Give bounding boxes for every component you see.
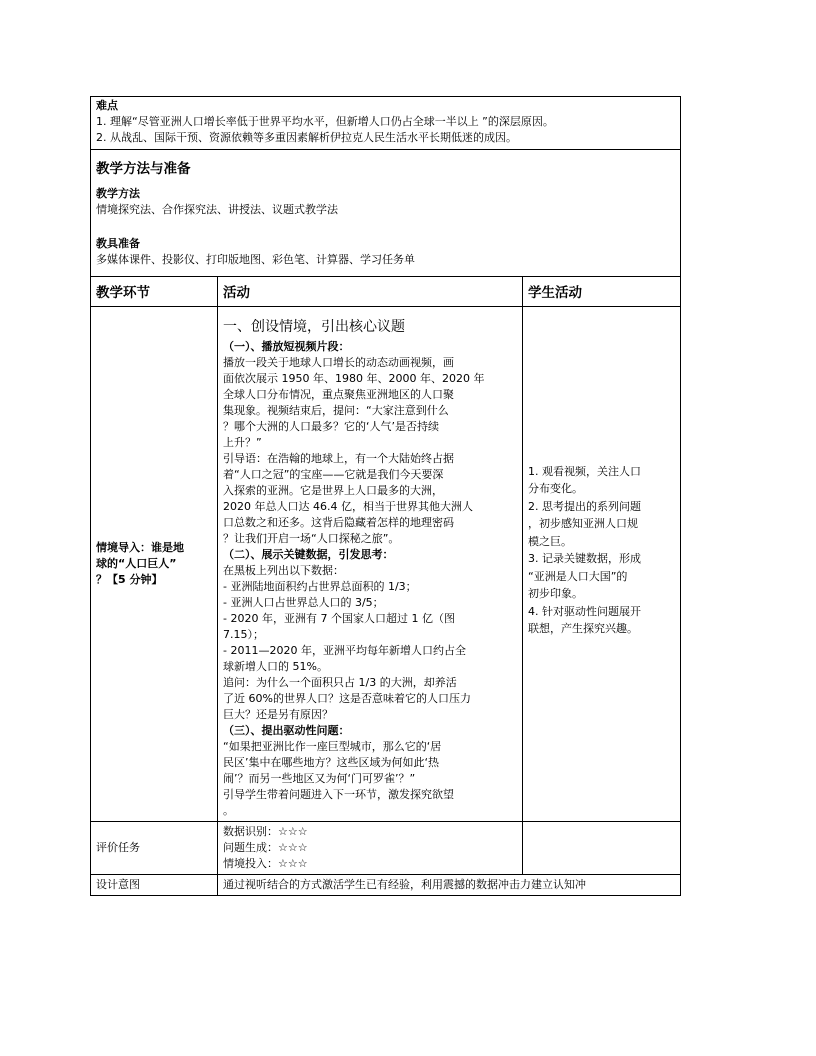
lesson-plan-page <box>90 96 680 896</box>
activity-line: 上升？” <box>223 436 262 449</box>
activity-line: - 2020 年，亚洲有 7 个国家人口超过 1 亿（图 <box>223 612 455 625</box>
activity-subheading: （三）、提出驱动性问题： <box>223 724 350 737</box>
stage-name-line: ？【5 分钟】 <box>96 573 163 586</box>
header-student: 学生活动 <box>523 277 681 307</box>
activity-line: - 亚洲人口占世界总人口的 3/5； <box>223 596 384 609</box>
evaluation-cell <box>218 822 523 875</box>
activity-line: 了近 60%的世界人口？这是否意味着它的人口压力 <box>223 692 471 705</box>
difficulty-item: 1. 理解“尽管亚洲人口增长率低于世界平均水平，但新增人口仍占全球一半以上 ”的深层原因。 <box>96 115 554 128</box>
stage-name-cell <box>91 307 218 822</box>
activity-line: 全球人口分布情况，重点聚焦亚洲地区的人口聚 <box>223 388 454 401</box>
activity-line: 7.15）； <box>223 628 264 641</box>
design-label: 设计意图 <box>91 875 218 896</box>
activity-line: ？让我们开启一场“人口探秘之旅”。 <box>223 532 400 545</box>
activity-line: 引导语：在浩翰的地球上，有一个大陆始终占据 <box>223 452 454 465</box>
stage-row <box>91 307 681 822</box>
evaluation-empty-cell <box>523 822 681 875</box>
activity-line: - 亚洲陆地面积约占世界总面积的 1/3； <box>223 580 417 593</box>
activity-line: 面依次展示 1950 年、1980 年、2000 年、2020 年 <box>223 372 485 385</box>
methods-section-title: 教学方法与准备 <box>96 161 191 177</box>
student-activity-line: 联想，产生探究兴趣。 <box>528 622 638 635</box>
activity-line: “如果把亚洲比作一座巨型城市，那么它的‘居 <box>223 740 442 753</box>
methods-row <box>91 150 681 277</box>
activity-line: 。 <box>223 804 234 817</box>
activity-line: - 2011—2020 年，亚洲平均每年新增人口约占全 <box>223 644 466 657</box>
evaluation-label: 评价任务 <box>91 822 218 875</box>
difficulty-cell <box>91 97 681 150</box>
activity-line: 播放一段关于地球人口增长的动态动画视频，画 <box>223 356 454 369</box>
activity-cell <box>218 307 523 822</box>
activity-title: 一、创设情境，引出核心议题 <box>223 319 405 335</box>
method-label: 教学方法 <box>96 187 140 200</box>
activity-line: 引导学生带着问题进入下一环节，激发探究欲望 <box>223 788 454 801</box>
lesson-plan-table <box>90 96 681 896</box>
evaluation-item: 问题生成：☆☆☆ <box>223 841 308 854</box>
method-text: 情境探究法、合作探究法、讲授法、议题式教学法 <box>96 203 338 216</box>
header-activity: 活动 <box>218 277 523 307</box>
activity-line: 口总数之和还多。这背后隐藏着怎样的地理密码 <box>223 516 454 529</box>
activity-line: 2020 年总人口达 46.4 亿，相当于世界其他大洲人 <box>223 500 473 513</box>
student-activity-list <box>528 463 675 638</box>
student-activity-line: 1. 观看视频，关注人口 <box>528 464 641 478</box>
stage-name-line: 情境导入：谁是地 <box>96 541 184 554</box>
activity-line: ？哪个大洲的人口最多？它的‘人气’是否持续 <box>223 420 439 433</box>
evaluation-item: 情境投入：☆☆☆ <box>223 857 308 870</box>
tools-text: 多媒体课件、投影仪、打印版地图、彩色笔、计算器、学习任务单 <box>96 253 415 266</box>
student-activity-line: “亚洲是人口大国”的 <box>528 569 628 583</box>
activity-line: 闹’？而另一些地区又为何‘门可罗雀’？” <box>223 772 416 785</box>
student-activity-line: 3. 记录关键数据，形成 <box>528 552 641 565</box>
methods-cell <box>91 150 681 277</box>
student-activity-line: 初步印象。 <box>528 587 583 600</box>
table-header-row <box>91 277 681 307</box>
student-activity-line: ，初步感知亚洲人口规 <box>528 517 638 530</box>
stage-name-line: 球的“人口巨人” <box>96 557 177 570</box>
design-row <box>91 875 681 896</box>
tools-label: 教具准备 <box>96 237 140 250</box>
activity-line: 入探索的亚洲。它是世界上人口最多的大洲， <box>223 484 443 497</box>
activity-line: 集现象。视频结束后，提问：“大家注意到什么 <box>223 404 449 417</box>
activity-line: 民区’集中在哪些地方？这些区域为何如此‘热 <box>223 756 439 769</box>
activity-line: 巨大？还是另有原因？ <box>223 708 333 721</box>
student-activity-line: 分布变化。 <box>528 482 583 495</box>
activity-lines <box>223 339 517 819</box>
student-activity-line: 模之巨。 <box>528 534 572 548</box>
evaluation-row <box>91 822 681 875</box>
difficulty-row <box>91 97 681 150</box>
student-activity-cell <box>523 307 681 822</box>
difficulty-label: 难点 <box>96 99 118 112</box>
activity-line: 追问：为什么一个面积只占 1/3 的大洲，却养活 <box>223 676 457 689</box>
activity-subheading: （一）、播放短视频片段： <box>223 340 350 353</box>
header-stage: 教学环节 <box>91 277 218 307</box>
activity-line: 球新增人口的 51%。 <box>223 660 328 673</box>
student-activity-line: 2. 思考提出的系列问题 <box>528 499 641 513</box>
design-text: 通过视听结合的方式激活学生已有经验，利用震撼的数据冲击力建立认知冲 <box>218 875 681 896</box>
difficulty-item: 2. 从战乱、国际干预、资源依赖等多重因素解析伊拉克人民生活水平长期低迷的成因。 <box>96 131 517 144</box>
activity-line: 着“人口之冠”的宝座——它就是我们今天要深 <box>223 468 444 481</box>
activity-subheading: （二）、展示关键数据，引发思考： <box>223 548 394 561</box>
activity-line: 在黑板上列出以下数据： <box>223 564 344 577</box>
student-activity-line: 4. 针对驱动性问题展开 <box>528 604 641 618</box>
evaluation-item: 数据识别：☆☆☆ <box>223 825 308 838</box>
